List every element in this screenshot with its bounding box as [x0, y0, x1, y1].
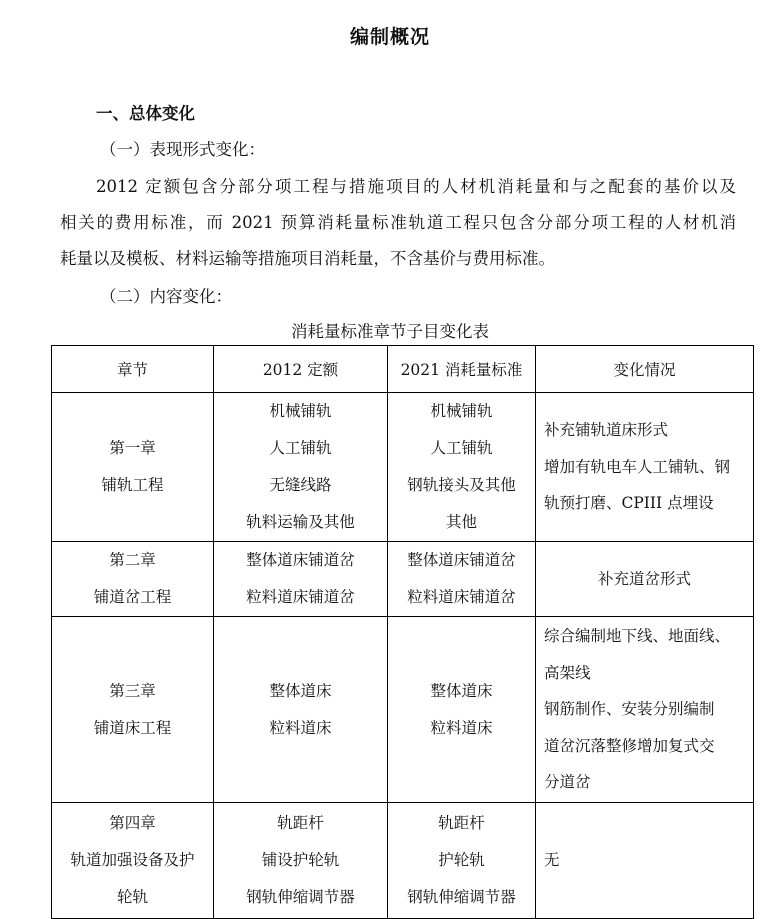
- cell-2021: [388, 617, 536, 803]
- cell-line: 无: [544, 851, 560, 870]
- cell-line: 铺轨工程: [101, 476, 164, 494]
- cell-line: 机械铺轨: [430, 402, 493, 420]
- cell-line: 铺设护轮轨: [261, 851, 340, 869]
- document-title: 编制概况: [349, 26, 430, 48]
- cell-line: 轨距杆: [438, 814, 485, 832]
- cell-line: 铺道岔工程: [93, 588, 172, 606]
- cell-line: 轨料运输及其他: [246, 513, 355, 531]
- cell-line: 道岔沉落整修增加复式交: [544, 736, 715, 755]
- cell-line: 粒料道床: [269, 718, 332, 737]
- subsection-heading-2: （二）内容变化：: [100, 287, 232, 306]
- paragraph-line-2: 相关的费用标准，而 2021 预算消耗量标准轨道工程只包含分部分项工程的人材机消: [60, 213, 736, 232]
- cell-line: 轮轨: [116, 888, 148, 906]
- cell-2021: [388, 393, 536, 542]
- cell-line: 整体道床: [430, 681, 493, 700]
- cell-change: [536, 542, 754, 617]
- cell-chapter: [52, 542, 214, 617]
- cell-line: 人工铺轨: [430, 439, 493, 457]
- paragraph-line-3: 耗量以及模板、材料运输等措施项目消耗量，不含基价与费用标准。: [60, 249, 555, 268]
- cell-line: 第三章: [109, 681, 156, 700]
- cell-2012: [214, 803, 388, 919]
- cell-2012: [214, 617, 388, 803]
- table-caption: 消耗量标准章节子目变化表: [291, 322, 489, 341]
- cell-2012: [214, 542, 388, 617]
- table-row: [52, 393, 754, 542]
- cell-line: 高架线: [544, 663, 591, 682]
- cell-line: 第四章: [109, 814, 156, 832]
- cell-line: 整体道床铺道岔: [407, 551, 516, 569]
- cell-line: 机械铺轨: [269, 402, 332, 420]
- cell-line: 粒料道床: [430, 718, 493, 737]
- table-row: [52, 617, 754, 803]
- cell-line: 补充铺轨道床形式: [544, 421, 669, 440]
- cell-line: 轨道加强设备及护: [70, 851, 195, 869]
- cell-2012: [214, 393, 388, 542]
- cell-line: 整体道床: [269, 681, 332, 700]
- header-2021: 2021 消耗量标准: [388, 346, 536, 393]
- cell-line: 综合编制地下线、地面线、: [544, 627, 731, 646]
- cell-change: [536, 803, 754, 919]
- table-row: [52, 803, 754, 919]
- cell-line: 增加有轨电车人工铺轨、钢: [544, 457, 731, 476]
- header-2012: 2012 定额: [214, 346, 388, 393]
- cell-line: 其他: [445, 513, 477, 531]
- change-table: [51, 345, 754, 919]
- cell-line: 补充道岔形式: [597, 569, 691, 588]
- table-row: [52, 542, 754, 617]
- header-change: 变化情况: [536, 346, 754, 393]
- cell-line: 钢轨接头及其他: [407, 476, 516, 494]
- cell-2021: [388, 803, 536, 919]
- cell-chapter: [52, 617, 214, 803]
- cell-line: 护轮轨: [438, 851, 485, 869]
- cell-change: [536, 617, 754, 803]
- header-chapter: 章节: [52, 346, 214, 393]
- cell-line: 第一章: [109, 439, 156, 457]
- cell-line: 分道岔: [544, 773, 591, 792]
- cell-line: 轨距杆: [277, 814, 324, 832]
- paragraph-line-1: 2012 定额包含分部分项工程与措施项目的人材机消耗量和与之配套的基价以及: [96, 177, 736, 196]
- cell-chapter: [52, 393, 214, 542]
- cell-line: 钢轨伸缩调节器: [246, 888, 355, 906]
- cell-line: 人工铺轨: [269, 439, 332, 457]
- cell-line: 第二章: [109, 551, 156, 569]
- subsection-heading-1: （一）表现形式变化：: [100, 140, 265, 159]
- table-header-row: [52, 346, 754, 393]
- cell-change: [536, 393, 754, 542]
- section-heading: 一、总体变化: [96, 104, 195, 123]
- cell-line: 粒料道床铺道岔: [246, 588, 355, 606]
- cell-line: 轨预打磨、CPIII 点埋设: [544, 494, 714, 513]
- cell-line: 无缝线路: [269, 476, 332, 494]
- cell-line: 铺道床工程: [93, 718, 172, 737]
- cell-chapter: [52, 803, 214, 919]
- cell-line: 粒料道床铺道岔: [407, 588, 516, 606]
- cell-line: 整体道床铺道岔: [246, 551, 355, 569]
- cell-line: 钢轨伸缩调节器: [407, 888, 516, 906]
- cell-line: 钢筋制作、安装分别编制: [544, 700, 715, 719]
- cell-2021: [388, 542, 536, 617]
